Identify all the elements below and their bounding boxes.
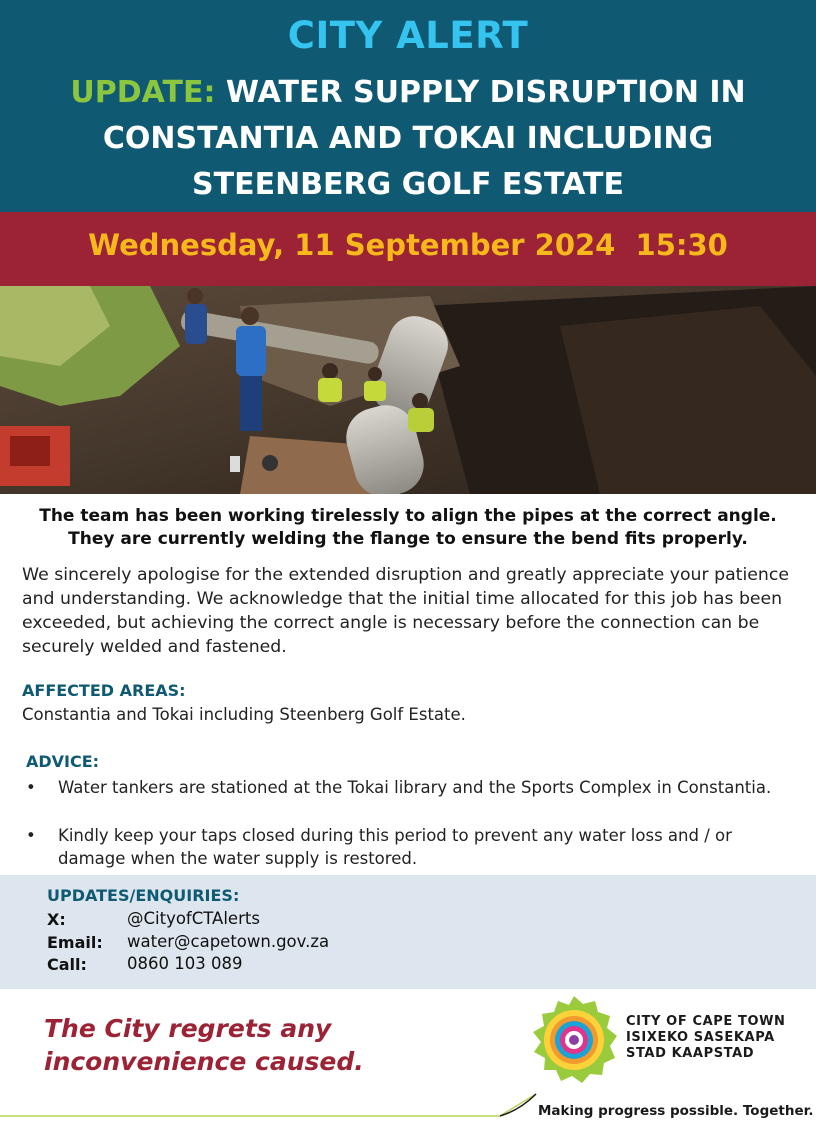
date-time: Wednesday, 11 September 2024 15:30: [88, 228, 728, 262]
call-label: Call:: [47, 955, 87, 974]
x-label: X:: [47, 910, 66, 929]
apology-paragraph: We sincerely apologise for the extended disruption and greatly appreciate your patience and understanding. We acknowledge that the initial time allocated for this job has been exceeded, but achieving the correct angle is necessary before the connection can be securely welded and fastened.: [22, 565, 789, 657]
headline-text: WATER SUPPLY DISRUPTION IN CONSTANTIA AND TOKAI INCLUDING STEENBERG GOLF ESTATE: [102, 75, 746, 202]
org-line-1: CITY OF CAPE TOWN: [626, 1014, 786, 1029]
tagline: Making progress possible. Together.: [538, 1103, 814, 1119]
org-line-3: STAD KAAPSTAD: [626, 1046, 755, 1061]
affected-areas-text: Constantia and Tokai including Steenberg Golf Estate.: [22, 705, 466, 724]
x-handle[interactable]: @CityofCTAlerts: [127, 909, 260, 928]
work-site-photo: [0, 286, 816, 494]
city-alert-title: CITY ALERT: [287, 14, 529, 57]
email-label: Email:: [47, 933, 103, 952]
lead-statement: [10, 505, 806, 551]
org-line-2: ISIXEKO SASEKAPA: [626, 1030, 775, 1045]
regret-message: [44, 1012, 484, 1078]
advice-item-2: Kindly keep your taps closed during this period to prevent any water loss and / or damage when the water supply is restored.: [58, 826, 732, 868]
update-label: UPDATE:: [70, 75, 216, 110]
city-of-cape-town-logo-icon: [528, 994, 620, 1086]
email-address[interactable]: water@capetown.gov.za: [127, 932, 330, 951]
lead-line-2: They are currently welding the flange to ensure the bend fits properly.: [68, 529, 748, 549]
bullet-icon: •: [26, 778, 36, 797]
regret-line-2: inconvenience caused.: [44, 1047, 364, 1076]
organisation-name: [626, 1014, 786, 1062]
advice-title: ADVICE:: [26, 752, 100, 771]
phone-number[interactable]: 0860 103 089: [127, 954, 243, 973]
bullet-icon: •: [26, 826, 36, 845]
headline: [20, 70, 796, 208]
lead-line-1: The team has been working tirelessly to align the pipes at the correct angle.: [39, 506, 777, 526]
affected-areas-title: AFFECTED AREAS:: [22, 681, 186, 700]
contact-title: UPDATES/ENQUIRIES:: [47, 886, 240, 905]
regret-line-1: The City regrets any: [44, 1014, 332, 1043]
advice-item-1: Water tankers are stationed at the Tokai library and the Sports Complex in Constantia.: [58, 778, 772, 797]
